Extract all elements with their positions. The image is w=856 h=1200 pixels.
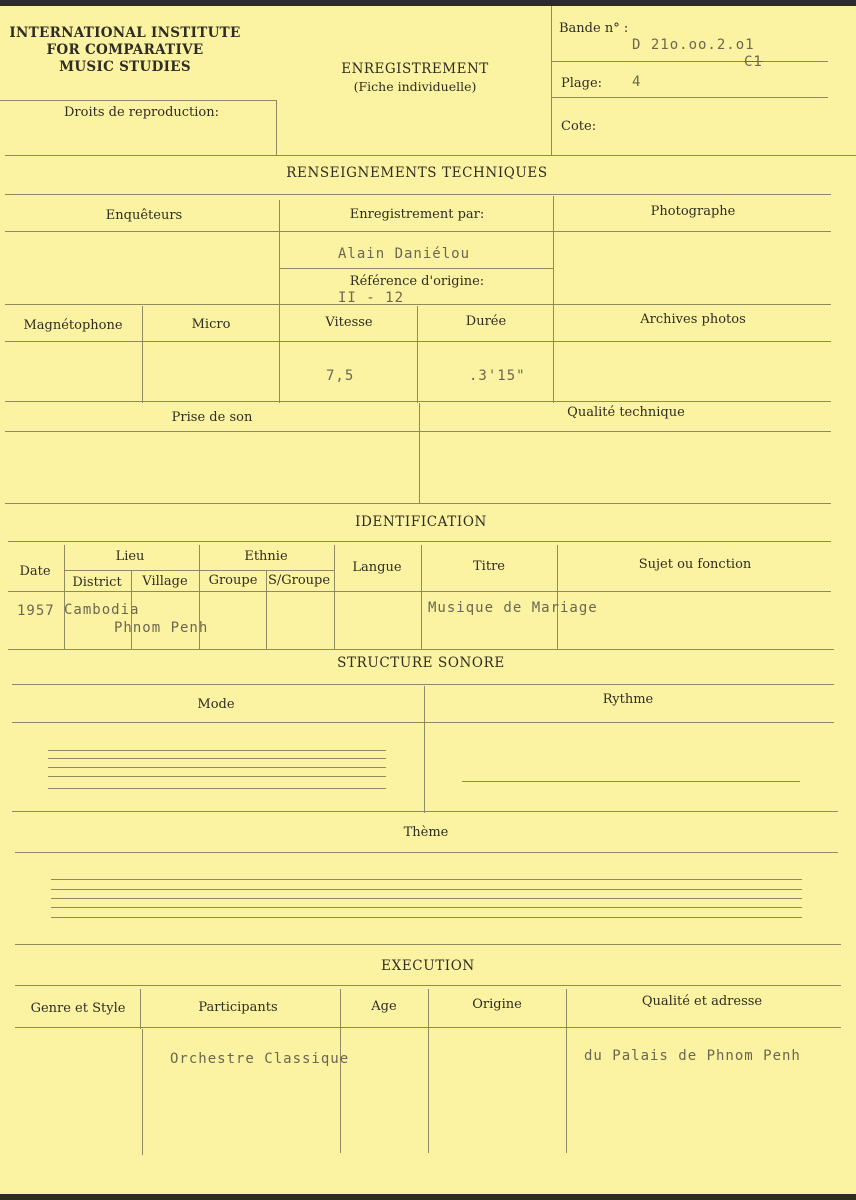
duree-value: .3'15" <box>469 368 526 384</box>
participants-header: Participants <box>198 1000 278 1015</box>
plage-value: 4 <box>632 74 642 90</box>
place-line-1: Cambodia <box>64 602 140 618</box>
execution-title: EXECUTION <box>381 958 475 974</box>
plage-label: Plage: <box>561 76 603 91</box>
date-header: Date <box>19 564 51 579</box>
reference-label: Référence d'origine: <box>349 274 485 289</box>
cote-label: Cote: <box>561 119 597 134</box>
bande-label: Bande n° : <box>559 21 629 36</box>
enregistrement-par-header: Enregistrement par: <box>349 207 485 222</box>
reference-value: II - 12 <box>338 290 405 306</box>
participants-value: Orchestre Classique <box>170 1051 350 1067</box>
village-header: Village <box>142 574 188 589</box>
qualite-header: Qualité et adresse <box>641 994 763 1009</box>
bande-correction: C1 <box>744 54 763 70</box>
institute-name <box>0 25 250 76</box>
enqueteurs-header: Enquêteurs <box>105 208 183 223</box>
lieu-header: Lieu <box>115 549 145 564</box>
qualite-value: du Palais de Phnom Penh <box>584 1048 801 1064</box>
titre-value: Musique de Mariage <box>428 600 598 616</box>
form-title: ENREGISTREMENT <box>341 61 489 77</box>
duree-header: Durée <box>465 314 507 329</box>
groupe-header: Groupe <box>208 573 258 588</box>
droits-label: Droits de reproduction: <box>64 105 220 120</box>
institute-line-3: MUSIC STUDIES <box>59 58 191 75</box>
bande-value: D 21o.oo.2.o1 <box>632 37 755 53</box>
magnetophone-header: Magnétophone <box>23 318 123 333</box>
vitesse-header: Vitesse <box>325 315 373 330</box>
recorder-value: Alain Daniélou <box>338 246 471 262</box>
sujet-header: Sujet ou fonction <box>638 557 752 572</box>
qualite-technique-header: Qualité technique <box>567 405 685 420</box>
form-subtitle: (Fiche individuelle) <box>353 79 477 94</box>
district-header: District <box>72 575 122 590</box>
origine-header: Origine <box>472 997 522 1012</box>
genre-header: Genre et Style <box>30 1001 126 1016</box>
langue-header: Langue <box>352 560 402 575</box>
institute-line-1: INTERNATIONAL INSTITUTE <box>9 25 241 41</box>
sgroupe-header: S/Groupe <box>267 573 331 588</box>
place-line-2: Phnom Penh <box>114 620 209 636</box>
mode-header: Mode <box>197 697 235 712</box>
theme-header: Thème <box>403 825 449 840</box>
photographe-header: Photographe <box>650 204 736 219</box>
micro-header: Micro <box>191 317 231 332</box>
age-header: Age <box>371 999 397 1014</box>
archives-header: Archives photos <box>640 312 746 327</box>
tech-section-title: RENSEIGNEMENTS TECHNIQUES <box>286 165 548 181</box>
prise-de-son-header: Prise de son <box>171 410 253 425</box>
titre-header: Titre <box>473 559 505 574</box>
rythme-header: Rythme <box>602 692 654 707</box>
institute-line-2: FOR COMPARATIVE <box>46 41 204 58</box>
ethnie-header: Ethnie <box>244 549 288 564</box>
identification-title: IDENTIFICATION <box>355 514 487 530</box>
date-value: 1957 <box>17 603 55 619</box>
structure-title: STRUCTURE SONORE <box>337 655 505 671</box>
vitesse-value: 7,5 <box>326 368 355 384</box>
rythme-line <box>462 781 800 782</box>
